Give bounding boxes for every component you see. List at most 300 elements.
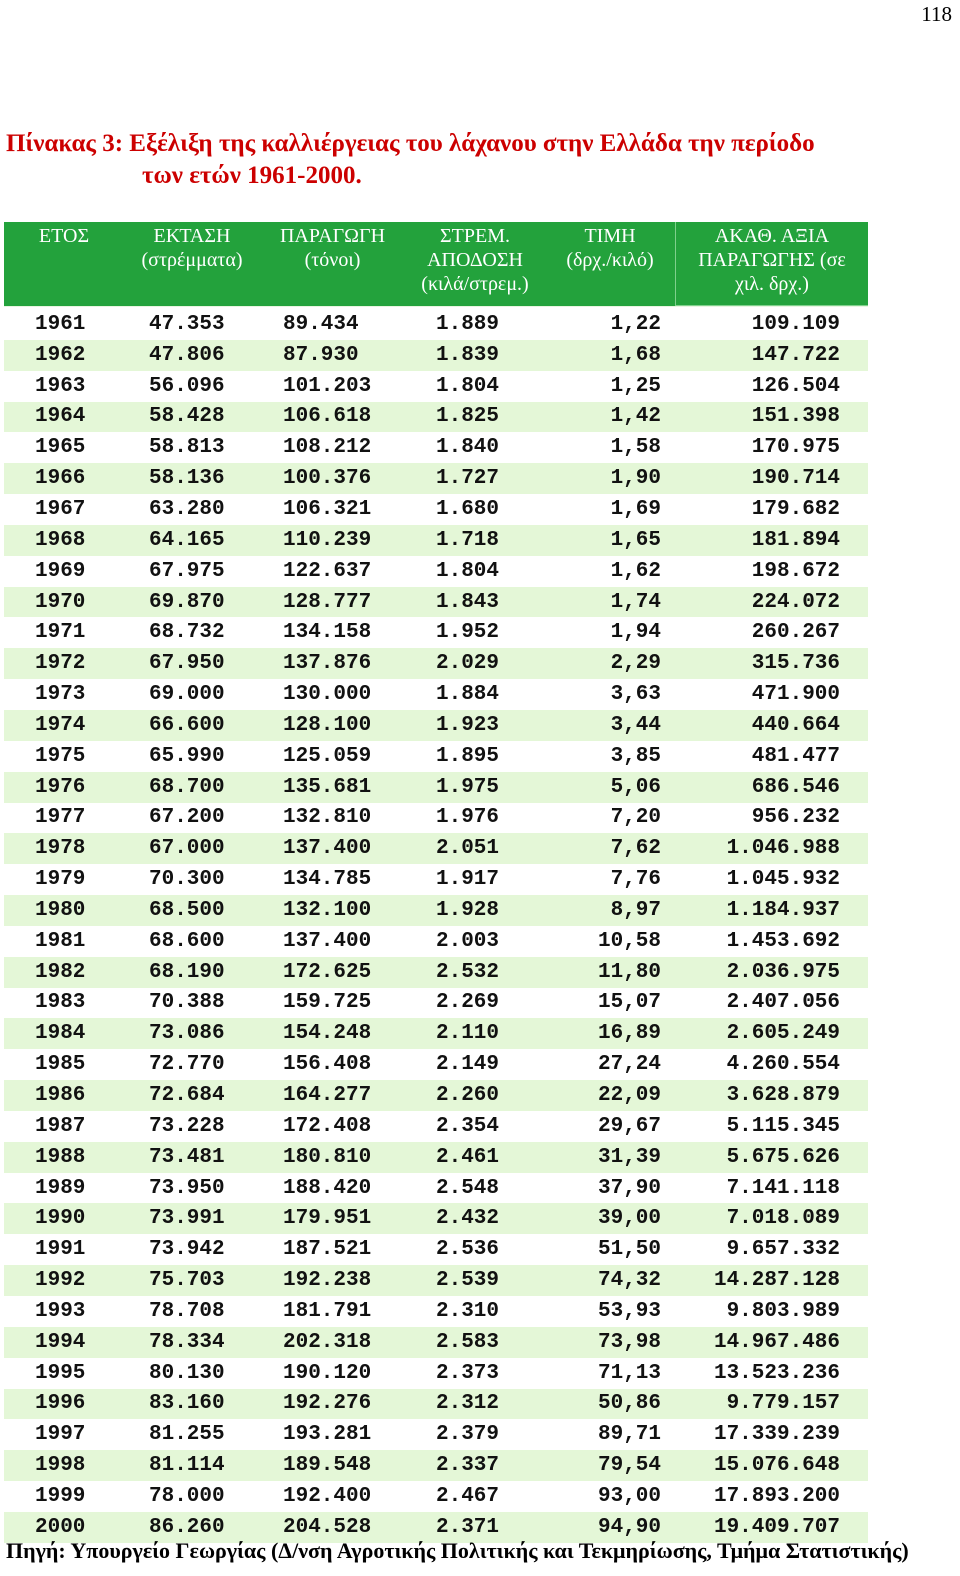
cell-production: 159.725 [283,991,372,1015]
table-row [4,741,868,772]
cell-price: 3,63 [610,683,661,707]
header-year-label: ΕΤΟΣ [38,225,90,247]
page-number: 118 [921,2,952,26]
cell-production: 110.239 [283,528,372,552]
cell-production: 128.777 [283,590,372,614]
cell-production: 156.408 [283,1053,372,1077]
cell-production: 128.100 [283,713,372,737]
cell-price: 1,65 [610,528,661,552]
cell-area: 72.684 [149,1084,225,1108]
header-area-label: ΕΚΤΑΣΗ [153,225,231,247]
table-row [4,1234,868,1265]
cell-year: 1998 [35,1454,86,1478]
cell-yield: 2.110 [436,1022,500,1046]
header-price [545,222,675,306]
cell-yield: 1.804 [436,374,500,398]
cell-price: 29,67 [597,1114,661,1138]
cell-production: 192.400 [283,1484,372,1508]
cell-year: 1970 [35,590,86,614]
cell-production: 130.000 [283,683,372,707]
cell-gross-value: 1.184.937 [726,898,840,922]
cell-year: 1981 [35,929,86,953]
cell-production: 101.203 [283,374,372,398]
table-row [4,309,868,340]
cell-yield: 1.923 [436,713,500,737]
cell-production: 87.930 [283,343,359,367]
cell-production: 172.625 [283,960,372,984]
cell-production: 187.521 [283,1238,372,1262]
cell-yield: 2.149 [436,1053,500,1077]
cell-year: 1999 [35,1484,86,1508]
cell-price: 1,74 [610,590,661,614]
cell-production: 137.400 [283,837,372,861]
cell-yield: 1.928 [436,898,500,922]
cell-price: 74,32 [597,1269,661,1293]
cell-price: 1,58 [610,436,661,460]
cell-production: 106.321 [283,497,372,521]
header-gross-value-unit: χιλ. δρχ.) [735,273,809,295]
cell-gross-value: 7.141.118 [726,1176,840,1200]
cell-year: 1973 [35,683,86,707]
cell-area: 65.990 [149,744,225,768]
cell-production: 172.408 [283,1114,372,1138]
cell-year: 1961 [35,312,86,336]
table-row [4,371,868,402]
cell-price: 5,06 [610,775,661,799]
cell-production: 189.548 [283,1454,372,1478]
cell-area: 81.255 [149,1423,225,1447]
cell-gross-value: 14.287.128 [713,1269,840,1293]
cell-yield: 2.532 [436,960,500,984]
cell-gross-value: 471.900 [751,683,840,707]
cell-production: 202.318 [283,1330,372,1354]
cell-yield: 2.461 [436,1145,500,1169]
cell-gross-value: 7.018.089 [726,1207,840,1231]
cell-area: 70.300 [149,868,225,892]
cell-price: 10,58 [597,929,661,953]
cell-gross-value: 1.046.988 [726,837,840,861]
cell-area: 73.991 [149,1207,225,1231]
cell-gross-value: 109.109 [751,312,840,336]
source-note: Πηγή: Υπουργείο Γεωργίας (Δ/νση Αγροτικής Πολιτικής και Τεκμηρίωσης, Τμήμα Στατιστικής) [6,1538,909,1563]
cell-yield: 2.269 [436,991,500,1015]
header-price-label: ΤΙΜΗ [584,225,636,247]
cell-area: 73.942 [149,1238,225,1262]
table-row [4,556,868,587]
cell-year: 1967 [35,497,86,521]
header-yield-label-1: ΣΤΡΕΜ. [440,225,510,247]
cell-year: 1980 [35,898,86,922]
header-yield-label-2: ΑΠΟΔΟΣΗ [427,249,523,271]
cell-production: 164.277 [283,1084,372,1108]
cell-year: 1988 [35,1145,86,1169]
cell-year: 1978 [35,837,86,861]
cell-gross-value: 686.546 [751,775,840,799]
cell-area: 86.260 [149,1515,225,1539]
cell-gross-value: 1.045.932 [726,868,840,892]
cell-area: 68.732 [149,621,225,645]
cell-yield: 1.718 [436,528,500,552]
cell-gross-value: 5.675.626 [726,1145,840,1169]
table-row [4,1450,868,1481]
cabbage-cultivation-table [4,222,868,1543]
cell-yield: 2.432 [436,1207,500,1231]
cell-price: 94,90 [597,1515,661,1539]
cell-area: 67.200 [149,806,225,830]
cell-area: 75.703 [149,1269,225,1293]
table-row [4,525,868,556]
table-row [4,1481,868,1512]
cell-production: 132.810 [283,806,372,830]
cell-area: 73.481 [149,1145,225,1169]
cell-price: 71,13 [597,1361,661,1385]
cell-area: 63.280 [149,497,225,521]
cell-area: 68.500 [149,898,225,922]
cell-yield: 2.583 [436,1330,500,1354]
cell-area: 69.870 [149,590,225,614]
cell-area: 73.086 [149,1022,225,1046]
table-header [4,222,868,307]
table-row [4,772,868,803]
cell-production: 134.785 [283,868,372,892]
cell-area: 69.000 [149,683,225,707]
cell-yield: 2.467 [436,1484,500,1508]
cell-gross-value: 17.339.239 [713,1423,840,1447]
cell-price: 31,39 [597,1145,661,1169]
cell-year: 1971 [35,621,86,645]
cell-year: 1972 [35,652,86,676]
cell-price: 1,22 [610,312,661,336]
cell-year: 1982 [35,960,86,984]
cell-yield: 1.825 [436,405,500,429]
cell-production: 89.434 [283,312,359,336]
cell-production: 122.637 [283,559,372,583]
cell-production: 132.100 [283,898,372,922]
cell-production: 190.120 [283,1361,372,1385]
cell-production: 179.951 [283,1207,372,1231]
cell-area: 78.000 [149,1484,225,1508]
cell-area: 72.770 [149,1053,225,1077]
cell-area: 73.950 [149,1176,225,1200]
table-row [4,402,868,433]
cell-gross-value: 5.115.345 [726,1114,840,1138]
cell-year: 1976 [35,775,86,799]
cell-year: 1997 [35,1423,86,1447]
cell-yield: 1.917 [436,868,500,892]
table-row [4,463,868,494]
cell-gross-value: 481.477 [751,744,840,768]
table-row [4,617,868,648]
cell-gross-value: 3.628.879 [726,1084,840,1108]
cell-gross-value: 15.076.648 [713,1454,840,1478]
cell-year: 1992 [35,1269,86,1293]
cell-gross-value: 14.967.486 [713,1330,840,1354]
cell-price: 2,29 [610,652,661,676]
header-production-label: ΠΑΡΑΓΩΓΗ [279,225,386,247]
header-gross-value-label-2: ΠΑΡΑΓΩΓΗΣ (σε [698,249,846,271]
cell-production: 180.810 [283,1145,372,1169]
table-row [4,1173,868,1204]
table-caption [6,128,936,192]
cell-area: 47.353 [149,312,225,336]
table-row [4,926,868,957]
cell-area: 68.190 [149,960,225,984]
cell-area: 58.428 [149,405,225,429]
cell-area: 68.700 [149,775,225,799]
cell-year: 1966 [35,467,86,491]
cell-year: 1984 [35,1022,86,1046]
cell-area: 81.114 [149,1454,225,1478]
cell-production: 188.420 [283,1176,372,1200]
cell-price: 51,50 [597,1238,661,1262]
cell-price: 1,68 [610,343,661,367]
cell-yield: 1.884 [436,683,500,707]
cell-yield: 1.952 [436,621,500,645]
table-row [4,679,868,710]
table-row [4,710,868,741]
cell-gross-value: 179.682 [751,497,840,521]
cell-price: 39,00 [597,1207,661,1231]
cell-year: 1995 [35,1361,86,1385]
cell-yield: 2.260 [436,1084,500,1108]
cell-year: 1990 [35,1207,86,1231]
cell-area: 67.000 [149,837,225,861]
cell-production: 193.281 [283,1423,372,1447]
cell-production: 181.791 [283,1299,372,1323]
header-production-unit: (τόνοι) [304,249,361,271]
header-production [260,222,405,306]
cell-gross-value: 224.072 [751,590,840,614]
cell-area: 64.165 [149,528,225,552]
cell-gross-value: 9.779.157 [726,1392,840,1416]
table-row [4,1296,868,1327]
header-area [124,222,260,306]
cell-year: 1986 [35,1084,86,1108]
table-row [4,1080,868,1111]
cell-year: 1996 [35,1392,86,1416]
table-row [4,1265,868,1296]
table-row [4,1142,868,1173]
cell-year: 1983 [35,991,86,1015]
cell-yield: 2.354 [436,1114,500,1138]
cell-price: 50,86 [597,1392,661,1416]
cell-yield: 1.680 [436,497,500,521]
cell-yield: 1.895 [436,744,500,768]
cell-gross-value: 9.657.332 [726,1238,840,1262]
cell-year: 1969 [35,559,86,583]
cell-yield: 2.051 [436,837,500,861]
table-body [4,309,868,1543]
table-row [4,1049,868,1080]
table-row [4,1358,868,1389]
cell-price: 1,90 [610,467,661,491]
cell-area: 70.388 [149,991,225,1015]
cell-yield: 1.727 [436,467,500,491]
cell-yield: 2.548 [436,1176,500,1200]
cell-price: 3,85 [610,744,661,768]
cell-gross-value: 260.267 [751,621,840,645]
cell-year: 1985 [35,1053,86,1077]
header-yield [405,222,545,306]
cell-area: 78.708 [149,1299,225,1323]
table-caption-line-1: Πίνακας 3: Εξέλιξη της καλλιέργειας του λάχανου στην Ελλάδα την περίοδο [6,130,815,157]
cell-area: 58.813 [149,436,225,460]
table-row [4,1327,868,1358]
cell-price: 1,25 [610,374,661,398]
cell-production: 154.248 [283,1022,372,1046]
cell-year: 1975 [35,744,86,768]
cell-production: 137.876 [283,652,372,676]
cell-price: 1,69 [610,497,661,521]
cell-area: 68.600 [149,929,225,953]
cell-area: 83.160 [149,1392,225,1416]
cell-year: 1974 [35,713,86,737]
cell-year: 1987 [35,1114,86,1138]
table-row [4,833,868,864]
cell-gross-value: 19.409.707 [713,1515,840,1539]
header-gross-value-label-1: ΑΚΑΘ. ΑΞΙΑ [714,225,830,247]
cell-production: 192.276 [283,1392,372,1416]
table-row [4,988,868,1019]
cell-area: 66.600 [149,713,225,737]
cell-area: 78.334 [149,1330,225,1354]
cell-gross-value: 190.714 [751,467,840,491]
cell-price: 37,90 [597,1176,661,1200]
cell-year: 1964 [35,405,86,429]
cell-year: 1963 [35,374,86,398]
table-caption-line-2: των ετών 1961-2000. [142,162,362,189]
cell-yield: 2.536 [436,1238,500,1262]
cell-gross-value: 440.664 [751,713,840,737]
cell-gross-value: 2.036.975 [726,960,840,984]
cell-price: 27,24 [597,1053,661,1077]
cell-price: 16,89 [597,1022,661,1046]
cell-gross-value: 9.803.989 [726,1299,840,1323]
cell-price: 53,93 [597,1299,661,1323]
cell-production: 192.238 [283,1269,372,1293]
cell-yield: 1.889 [436,312,500,336]
cell-production: 108.212 [283,436,372,460]
header-area-unit: (στρέμματα) [141,249,243,271]
cell-production: 135.681 [283,775,372,799]
cell-gross-value: 170.975 [751,436,840,460]
cell-area: 80.130 [149,1361,225,1385]
table-row [4,1419,868,1450]
cell-area: 58.136 [149,467,225,491]
cell-yield: 2.373 [436,1361,500,1385]
cell-price: 7,62 [610,837,661,861]
cell-price: 1,62 [610,559,661,583]
cell-gross-value: 147.722 [751,343,840,367]
table-row [4,957,868,988]
cell-price: 3,44 [610,713,661,737]
cell-price: 1,94 [610,621,661,645]
cell-gross-value: 4.260.554 [726,1053,840,1077]
cell-price: 7,76 [610,868,661,892]
cell-yield: 2.029 [436,652,500,676]
cell-production: 137.400 [283,929,372,953]
cell-year: 1965 [35,436,86,460]
cell-yield: 1.843 [436,590,500,614]
table-row [4,1203,868,1234]
cell-gross-value: 1.453.692 [726,929,840,953]
table-row [4,803,868,834]
cell-area: 73.228 [149,1114,225,1138]
cell-yield: 2.003 [436,929,500,953]
table-row [4,494,868,525]
cell-yield: 2.310 [436,1299,500,1323]
cell-yield: 2.337 [436,1454,500,1478]
cell-gross-value: 13.523.236 [713,1361,840,1385]
table-row [4,895,868,926]
cell-year: 1977 [35,806,86,830]
cell-area: 67.975 [149,559,225,583]
cell-gross-value: 17.893.200 [713,1484,840,1508]
cell-year: 1962 [35,343,86,367]
header-yield-unit: (κιλά/στρεμ.) [421,273,529,295]
cell-gross-value: 181.894 [751,528,840,552]
cell-yield: 2.539 [436,1269,500,1293]
cell-year: 1994 [35,1330,86,1354]
cell-gross-value: 198.672 [751,559,840,583]
cell-price: 89,71 [597,1423,661,1447]
cell-yield: 2.371 [436,1515,500,1539]
cell-price: 1,42 [610,405,661,429]
cell-year: 1968 [35,528,86,552]
cell-gross-value: 315.736 [751,652,840,676]
cell-yield: 2.379 [436,1423,500,1447]
cell-gross-value: 151.398 [751,405,840,429]
cell-area: 67.950 [149,652,225,676]
cell-yield: 1.839 [436,343,500,367]
cell-production: 125.059 [283,744,372,768]
cell-price: 7,20 [610,806,661,830]
cell-production: 204.528 [283,1515,372,1539]
cell-year: 1989 [35,1176,86,1200]
table-row [4,340,868,371]
cell-price: 15,07 [597,991,661,1015]
table-row [4,432,868,463]
cell-production: 100.376 [283,467,372,491]
cell-year: 1991 [35,1238,86,1262]
cell-price: 11,80 [597,960,661,984]
cell-gross-value: 2.605.249 [726,1022,840,1046]
cell-yield: 1.804 [436,559,500,583]
cell-area: 47.806 [149,343,225,367]
header-gross-value [675,222,868,306]
cell-yield: 1.975 [436,775,500,799]
header-price-unit: (δρχ./κιλό) [566,249,654,271]
cell-gross-value: 126.504 [751,374,840,398]
cell-price: 73,98 [597,1330,661,1354]
cell-area: 56.096 [149,374,225,398]
cell-price: 8,97 [610,898,661,922]
cell-gross-value: 2.407.056 [726,991,840,1015]
cell-production: 134.158 [283,621,372,645]
table-row [4,648,868,679]
header-year [4,222,124,306]
cell-yield: 1.840 [436,436,500,460]
table-row [4,1018,868,1049]
table-row [4,1389,868,1420]
cell-gross-value: 956.232 [751,806,840,830]
cell-price: 22,09 [597,1084,661,1108]
cell-price: 93,00 [597,1484,661,1508]
cell-production: 106.618 [283,405,372,429]
table-row [4,1111,868,1142]
cell-yield: 2.312 [436,1392,500,1416]
cell-year: 1979 [35,868,86,892]
